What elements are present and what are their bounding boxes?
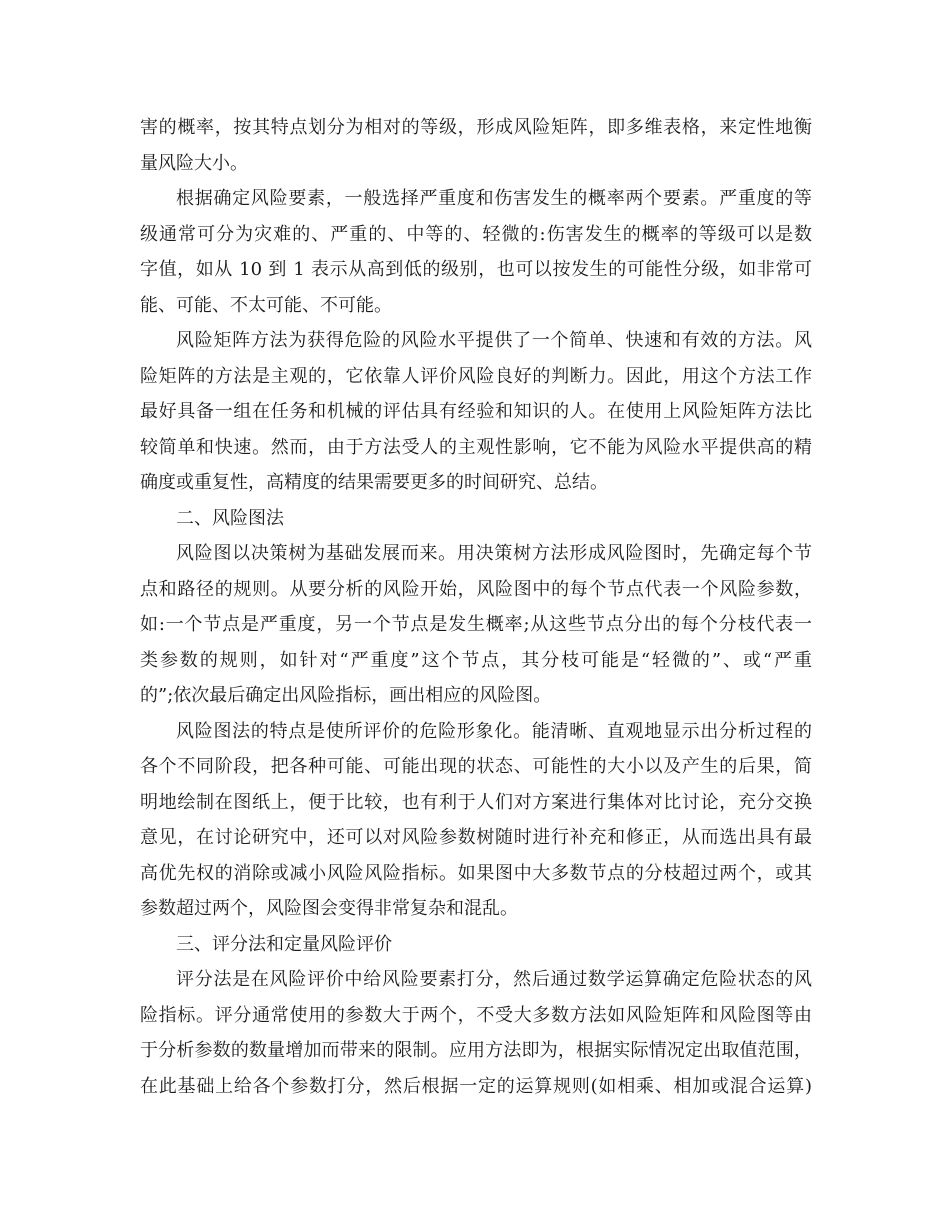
text-line: 量风险大小。	[140, 152, 248, 174]
section-heading-2	[140, 501, 812, 537]
text-line: 参数超过两个，风险图会变得非常复杂和混乱。	[140, 898, 518, 919]
text-line: 明地绘制在图纸上，便于比较，也有利于人们对方案进行集体对比讨论，充分交换	[140, 791, 812, 813]
text-line: 最好具备一组在任务和机械的评估具有经验和知识的人。在使用上风险矩阵方法比	[140, 401, 812, 422]
paragraph-6	[140, 962, 812, 1104]
text-line: 如:一个节点是严重度，另一个节点是发生概率;从这些节点分出的每个分枝代表一	[140, 614, 812, 635]
text-line: 级通常可分为灾难的、严重的、中等的、轻微的:伤害发生的概率的等级可以是数	[140, 223, 812, 245]
section-heading: 三、评分法和定量风险评价	[176, 933, 392, 955]
text-line: 害的概率，按其特点划分为相对的等级，形成风险矩阵，即多维表格，来定性地衡	[140, 117, 812, 138]
text-line: 类参数的规则，如针对“严重度”这个节点，其分枝可能是“轻微的”、或“严重	[140, 649, 812, 671]
text-line: 于分析参数的数量增加而带来的限制。应用方法即为，根据实际情况定出取值范围，	[140, 1040, 812, 1061]
text-line: 风险图以决策树为基础发展而来。用决策树方法形成风险图时，先确定每个节	[176, 543, 812, 564]
text-line: 根据确定风险要素，一般选择严重度和伤害发生的概率两个要素。严重度的等	[176, 188, 812, 209]
text-line: 能、可能、不太可能、不可能。	[140, 294, 392, 316]
text-line: 的”;依次最后确定出风险指标，画出相应的风险图。	[140, 685, 552, 706]
paragraph-1	[140, 110, 812, 181]
text-line: 各个不同阶段，把各种可能、可能出现的状态、可能性的大小以及产生的后果，简	[140, 756, 812, 777]
text-line: 字值，如从 10 到 1 表示从高到低的级别，也可以按发生的可能性分级，如非常可	[140, 259, 812, 280]
text-line: 险矩阵的方法是主观的，它依靠人评价风险良好的判断力。因此，用这个方法工作	[140, 365, 812, 387]
paragraph-5	[140, 714, 812, 927]
text-line: 确度或重复性，高精度的结果需要更多的时间研究、总结。	[140, 472, 608, 493]
text-line: 风险图法的特点是使所评价的危险形象化。能清晰、直观地显示出分析过程的	[176, 720, 812, 742]
text-line: 意见，在讨论研究中，还可以对风险参数树随时进行补充和修正，从而选出具有最	[140, 827, 812, 848]
section-heading-3	[140, 927, 812, 963]
paragraph-4	[140, 536, 812, 714]
text-line: 风险矩阵方法为获得危险的风险水平提供了一个简单、快速和有效的方法。风	[176, 330, 812, 351]
text-line: 评分法是在风险评价中给风险要素打分，然后通过数学运算确定危险状态的风	[176, 969, 812, 990]
text-line: 险指标。评分通常使用的参数大于两个，不受大多数方法如风险矩阵和风险图等由	[140, 1004, 812, 1026]
section-heading: 二、风险图法	[176, 507, 284, 529]
text-line: 点和路径的规则。从要分析的风险开始，风险图中的每个节点代表一个风险参数，	[140, 578, 812, 600]
paragraph-3	[140, 323, 812, 501]
text-line: 高优先权的消除或减小风险风险指标。如果图中大多数节点的分枝超过两个，或其	[140, 862, 812, 884]
text-line: 在此基础上给各个参数打分，然后根据一定的运算规则(如相乘、相加或混合运算)	[140, 1075, 812, 1097]
text-line: 较简单和快速。然而，由于方法受人的主观性影响，它不能为风险水平提供高的精	[140, 436, 812, 458]
document-body	[140, 110, 812, 1104]
paragraph-2	[140, 181, 812, 323]
